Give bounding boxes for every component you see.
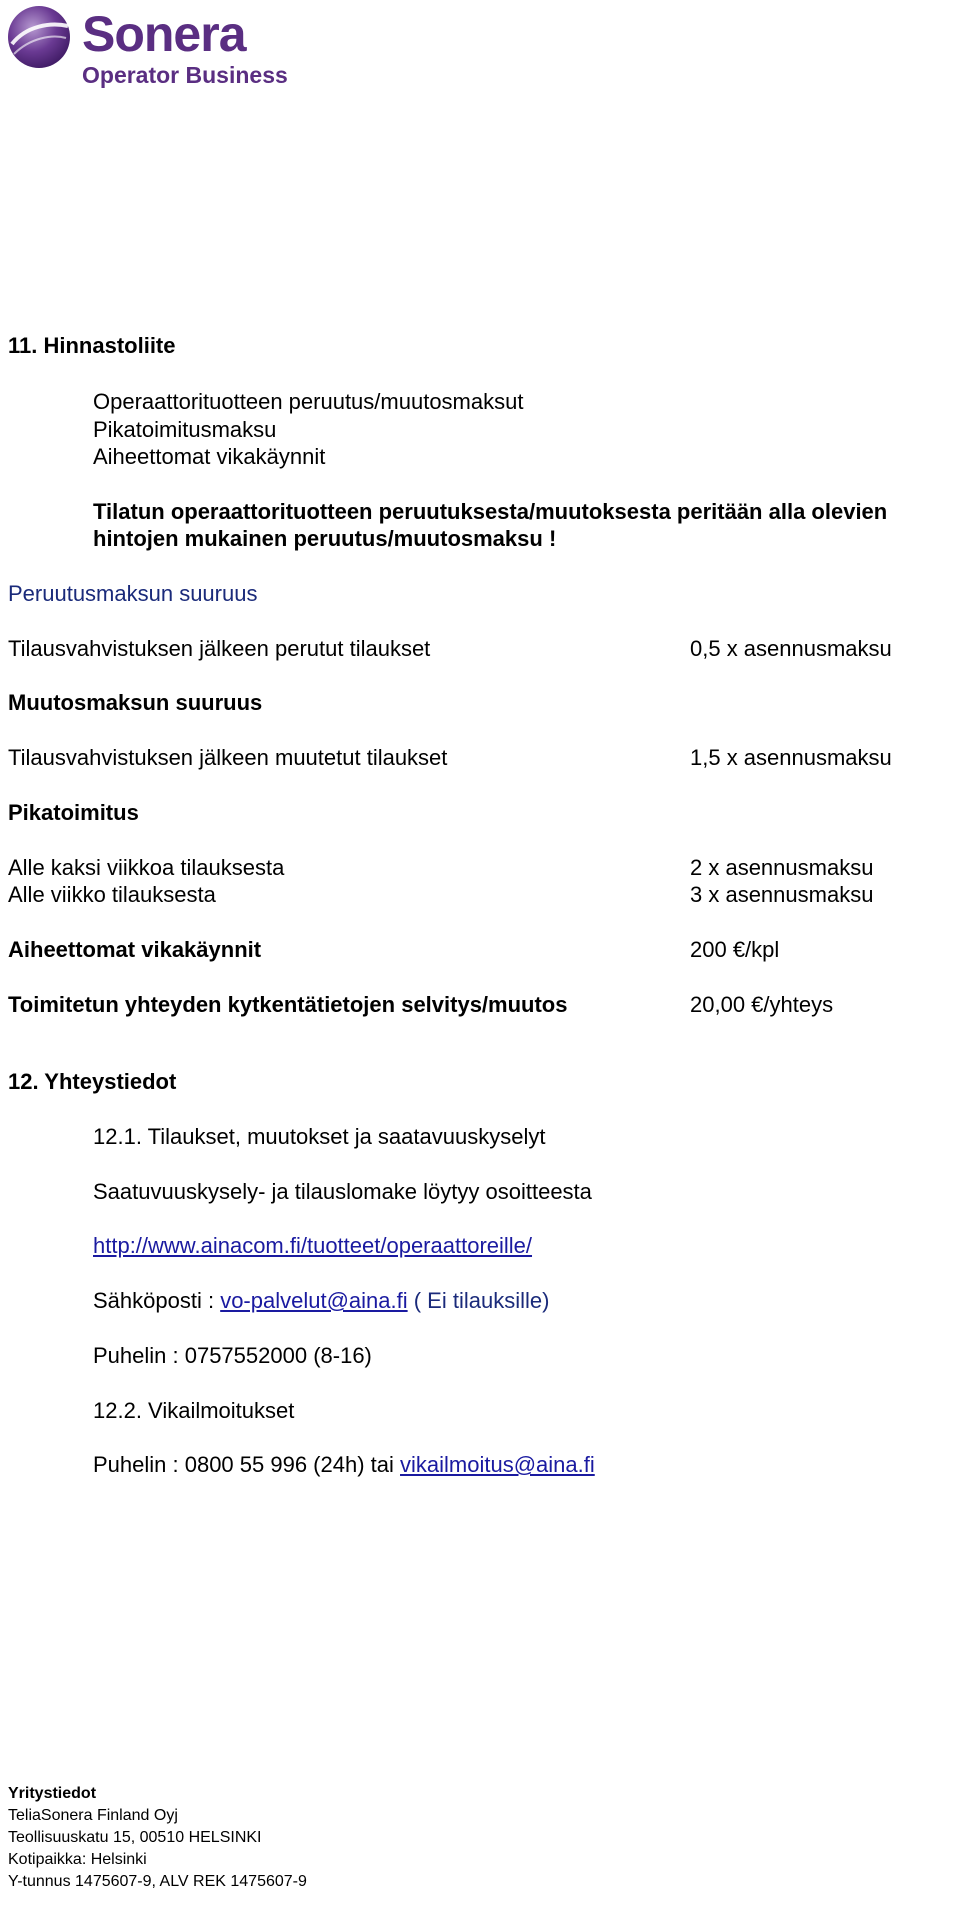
email-row: [93, 1288, 549, 1314]
logo-tagline: Operator Business: [82, 62, 288, 88]
cancellation-item: Tilausvahvistuksen jälkeen perutut tilaukset: [8, 636, 431, 661]
logo-name: Sonera: [82, 6, 246, 62]
sonera-globe-icon: [6, 4, 72, 70]
sonera-logo: [6, 4, 306, 100]
change-item: Tilausvahvistuksen jälkeen muutetut tilaukset: [8, 745, 448, 770]
topic-item: Aiheettomat vikakäynnit: [93, 444, 326, 469]
footer-heading: Yritystiedot: [8, 1785, 97, 1802]
section-12-heading: 12. Yhteystiedot: [8, 1069, 177, 1094]
fault-phone: Puhelin : 0800 55 996 (24h) tai: [93, 1452, 401, 1477]
footer-company: TeliaSonera Finland Oyj: [8, 1807, 178, 1824]
cancellation-heading: Peruutusmaksun suuruus: [8, 581, 258, 606]
subsection-12-2-heading: 12.2. Vikailmoitukset: [93, 1398, 295, 1423]
footer-address: Teollisuuskatu 15, 00510 HELSINKI: [8, 1829, 262, 1846]
email-link[interactable]: vo-palvelut@aina.fi: [220, 1288, 408, 1313]
connection-info-label: Toimitetun yhteyden kytkentätietojen selvitys/muutos: [8, 992, 568, 1017]
intro-line-2: hintojen mukainen peruutus/muutosmaksu !: [93, 526, 557, 551]
topic-item: Pikatoimitusmaksu: [93, 417, 277, 442]
express-heading: Pikatoimitus: [8, 800, 139, 825]
change-price: 1,5 x asennusmaksu: [690, 745, 892, 770]
email-label: Sähköposti :: [93, 1288, 221, 1313]
section-11-heading: 11. Hinnastoliite: [8, 333, 176, 358]
intro-line-1: Tilatun operaattorituotteen peruutuksesta/muutoksesta peritään alla olevien: [93, 499, 888, 524]
express-item-label: Alle viikko tilauksesta: [8, 882, 216, 907]
ainacom-url-link[interactable]: http://www.ainacom.fi/tuotteet/operaattoreille/: [93, 1233, 533, 1258]
express-item-price: 3 x asennusmaksu: [690, 882, 874, 907]
unnecessary-visits-label: Aiheettomat vikakäynnit: [8, 937, 262, 962]
email-note: ( Ei tilauksille): [407, 1288, 550, 1313]
footer-ids: Y-tunnus 1475607-9, ALV REK 1475607-9: [8, 1873, 307, 1890]
topic-item: Operaattorituotteen peruutus/muutosmaksut: [93, 389, 524, 414]
footer-domicile: Kotipaikka: Helsinki: [8, 1851, 147, 1868]
connection-info-price: 20,00 €/yhteys: [690, 992, 834, 1017]
fault-report-row: [93, 1452, 595, 1478]
cancellation-price: 0,5 x asennusmaksu: [690, 636, 892, 661]
phone-line: Puhelin : 0757552000 (8-16): [93, 1343, 372, 1368]
form-text: Saatuvuuskysely- ja tilauslomake löytyy osoitteesta: [93, 1179, 592, 1204]
unnecessary-visits-price: 200 €/kpl: [690, 937, 780, 962]
fault-email-link[interactable]: vikailmoitus@aina.fi: [400, 1452, 595, 1477]
express-item-label: Alle kaksi viikkoa tilauksesta: [8, 855, 285, 880]
subsection-12-1-heading: 12.1. Tilaukset, muutokset ja saatavuuskyselyt: [93, 1124, 546, 1149]
express-item-price: 2 x asennusmaksu: [690, 855, 874, 880]
change-heading: Muutosmaksun suuruus: [8, 690, 263, 715]
